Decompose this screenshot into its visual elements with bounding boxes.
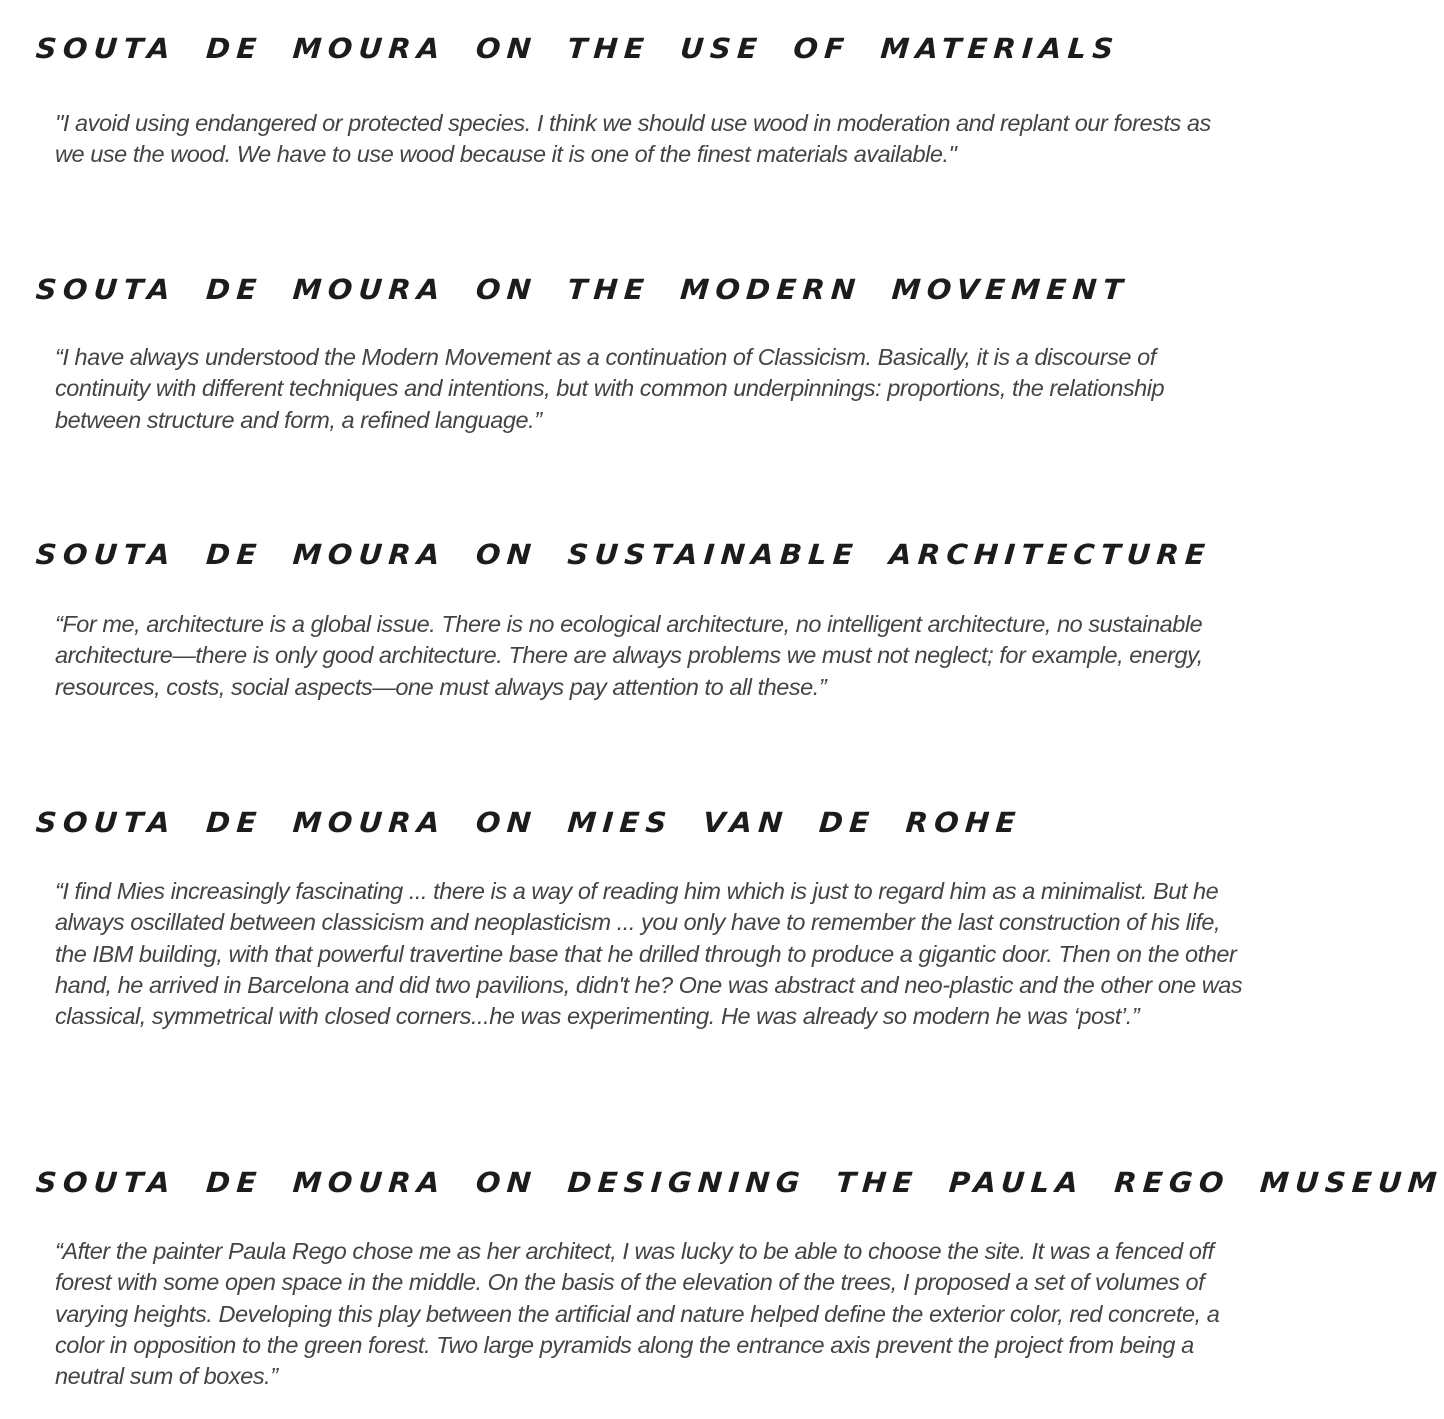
section-quote: “I have always understood the Modern Movement as a continuation of Classicism. Basically, it is a discourse of continuity with different techniques and intentions, but with common underpinnings: proportions, the relationship between structure and form, a refined language.” (55, 344, 1165, 433)
section-heading: SOUTA DE MOURA ON THE MODERN MOVEMENT (34, 273, 1131, 306)
section-heading: SOUTA DE MOURA ON MIES VAN DE ROHE (34, 806, 1023, 839)
section-quote: “I find Mies increasingly fascinating ... there is a way of reading him which is just to regard him as a minimalist. But he always oscillated between classicism and neoplasticism ... you only have to remember the last construction of his life, the IBM building, with that powerful travertine base that he drilled through to produce a gigantic door. Then on the other hand, he arrived in Barcelona and did two pavilions, didn't he? One was abstract and neo-plastic and the other one was classical, symmetrical with closed corners...he was experimenting. He was already so modern he was ‘post’.” (55, 878, 1243, 1030)
section-heading: SOUTA DE MOURA ON THE USE OF MATERIALS (34, 32, 1121, 65)
section-quote: “For me, architecture is a global issue. There is no ecological architecture, no intelligent architecture, no sustainable architecture—there is only good architecture. There are always problems we must not neglect; for example, energy, resources, costs, social aspects—one must always pay attention to all these.” (55, 611, 1203, 700)
section-heading: SOUTA DE MOURA ON DESIGNING THE PAULA REGO MUSEUM (34, 1166, 1444, 1199)
section-heading: SOUTA DE MOURA ON SUSTAINABLE ARCHITECTURE (34, 538, 1213, 571)
section-quote: “After the painter Paula Rego chose me as her architect, I was lucky to be able to choose the site. It was a fenced off forest with some open space in the middle. On the basis of the elevation of the trees, I proposed a set of volumes of varying heights. Developing this play between the artificial and nature helped define the exterior color, red concrete, a color in opposition to the green forest. Two large pyramids along the entrance axis prevent the project from being a neutral sum of boxes.” (55, 1238, 1220, 1390)
section-quote: "I avoid using endangered or protected species. I think we should use wood in moderation and replant our forests as we use the wood. We have to use wood because it is one of the finest materials available." (55, 110, 1211, 168)
